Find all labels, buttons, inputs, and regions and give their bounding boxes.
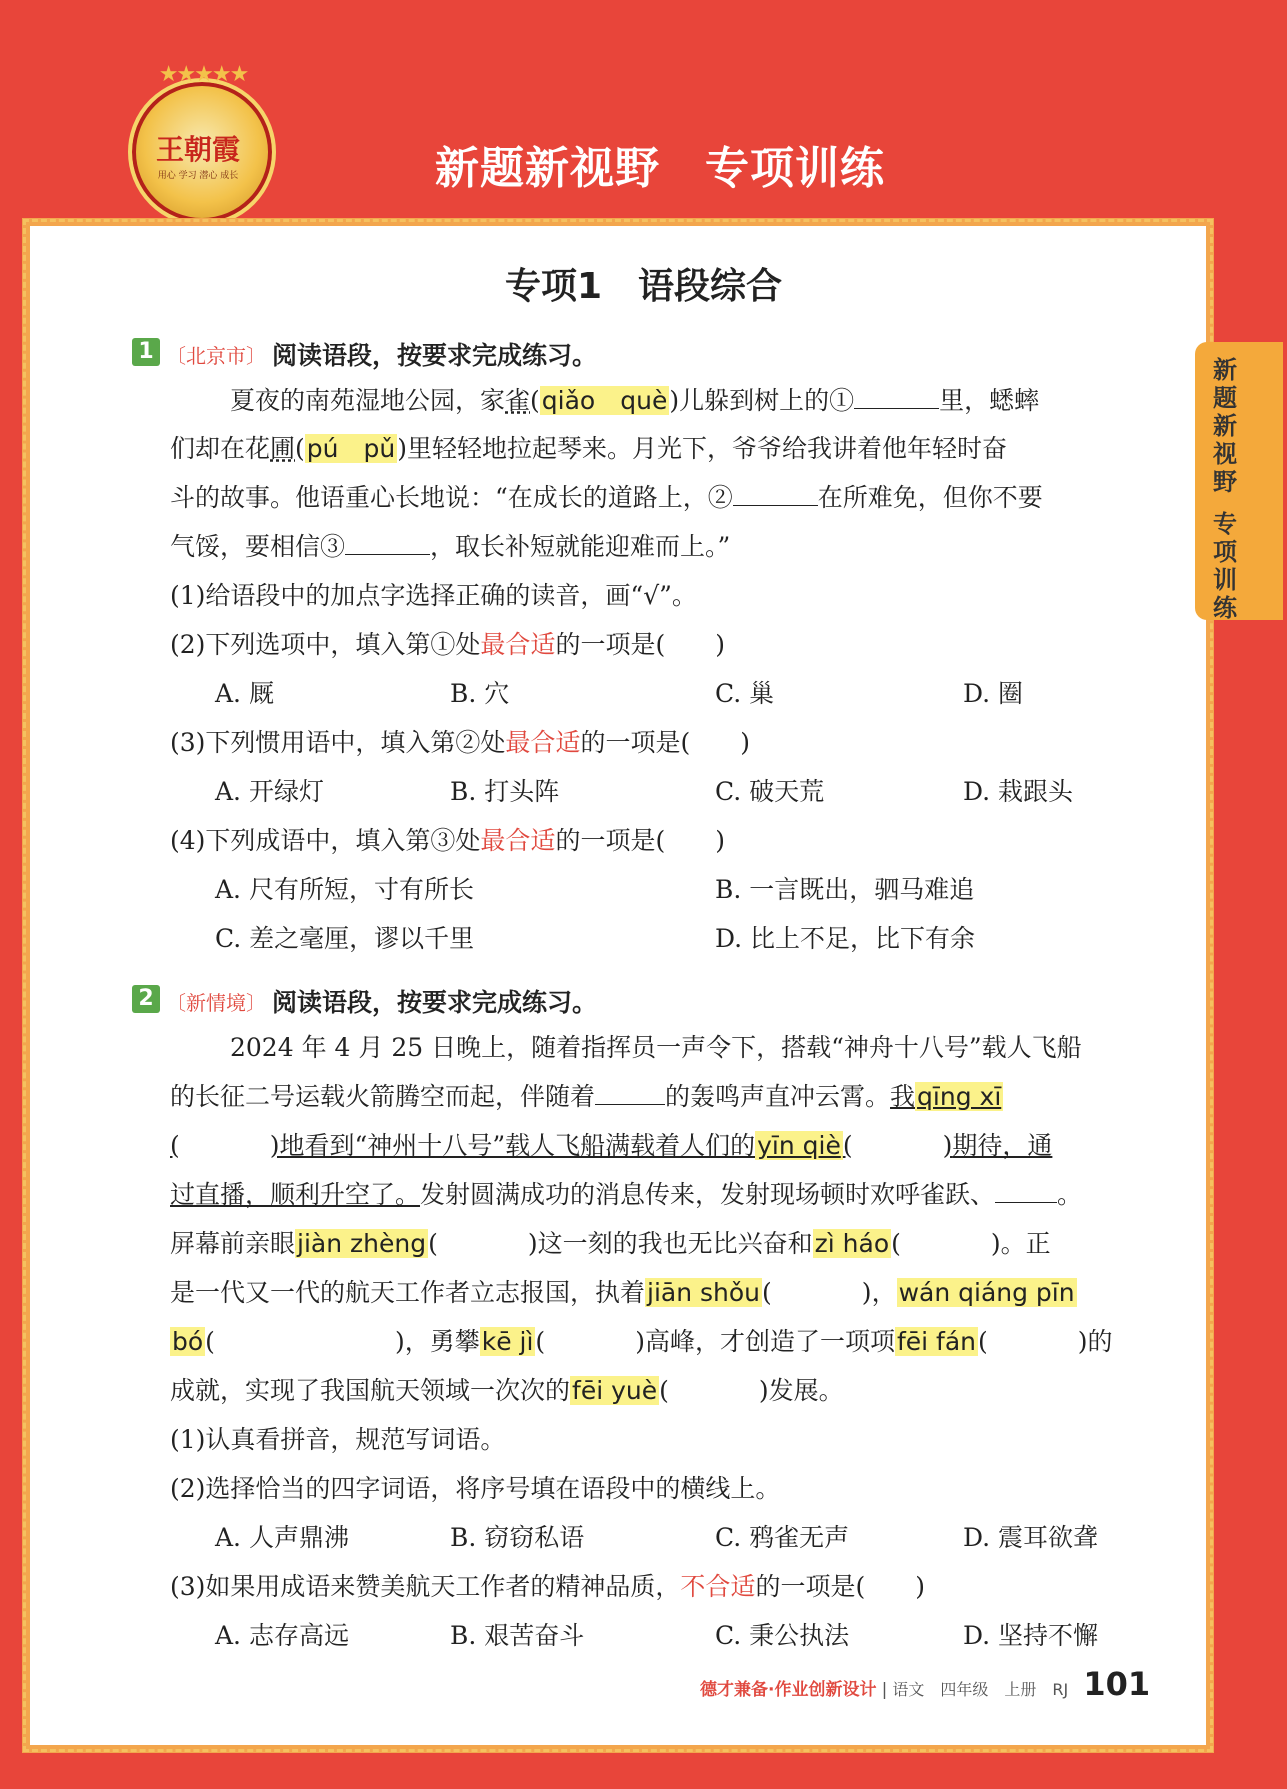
blank-q2-2[interactable] <box>995 1202 1057 1203</box>
q1-3-option-b[interactable]: B. 打头阵 <box>450 777 560 806</box>
page-number: 101 <box>1083 1665 1151 1703</box>
q2-passage-line-3: ( )地看到“神州十八号”载人飞船满载着人们的yīn qiè( )期待，通 <box>170 1131 1053 1160</box>
pinyin-option: pú pǔ <box>306 434 396 463</box>
q2-2-option-d[interactable]: D. 震耳欲聋 <box>963 1523 1099 1552</box>
pinyin-prompt: zì háo <box>814 1229 890 1258</box>
q2-passage-line-1: 2024 年 4 月 25 日晚上，随着指挥员一声令下，搭载“神舟十八号”载人飞船 <box>230 1033 1082 1062</box>
q2-passage-line-7: bó( )，勇攀kē jì( )高峰，才创造了一项项fēi fán( )的 <box>172 1327 1113 1356</box>
q2-3-option-a[interactable]: A. 志存高远 <box>215 1621 349 1650</box>
q2-sub-2: (2)选择恰当的四字词语，将序号填在语段中的横线上。 <box>170 1474 781 1503</box>
page-footer <box>700 1665 1200 1705</box>
question-2-heading: 阅读语段，按要求完成练习。 <box>272 988 598 1017</box>
q2-3-option-d[interactable]: D. 坚持不懈 <box>963 1621 1099 1650</box>
section-title: 专项1 语段综合 <box>504 266 783 307</box>
logo-stars-icon: ★★★★★ <box>158 62 248 87</box>
q1-2-option-b[interactable]: B. 穴 <box>450 679 510 708</box>
q1-sub-2: (2)下列选项中，填入第①处最合适的一项是( ) <box>170 630 725 659</box>
header-title: 新题新视野 专项训练 <box>435 143 885 194</box>
blank-1[interactable] <box>854 408 939 409</box>
q2-passage-line-6: 是一代又一代的航天工作者立志报国，执着jiān shǒu( )，wán qiáng pīn <box>170 1278 1075 1307</box>
q2-passage-line-8: 成就，实现了我国航天领域一次次的fēi yuè( )发展。 <box>170 1376 844 1405</box>
q2-3-option-c[interactable]: C. 秉公执法 <box>715 1621 850 1650</box>
question-2-tag: 〔新情境〕 <box>166 991 266 1015</box>
pinyin-prompt: fēi yuè <box>572 1376 658 1405</box>
footer-subtitle: 语文 四年级 上册 RJ <box>892 1680 1069 1699</box>
q1-4-option-c[interactable]: C. 差之毫厘，谬以千里 <box>215 924 475 953</box>
logo-text: 王朝霞 <box>155 133 240 166</box>
q1-4-option-a[interactable]: A. 尺有所短，寸有所长 <box>215 875 474 904</box>
q1-2-option-a[interactable]: A. 厩 <box>215 679 274 708</box>
footer-brand: 德才兼备·作业创新设计 <box>700 1680 877 1700</box>
q1-passage-line-2: 们却在花圃(pú pǔ)里轻轻地拉起琴来。月光下，爷爷给我讲着他年轻时奋 <box>170 434 1008 463</box>
q1-2-option-d[interactable]: D. 圈 <box>963 679 1024 708</box>
q1-passage-line-1: 夏夜的南苑湿地公园，家雀(qiǎo què)儿躲到树上的① 里，蟋蟀 <box>230 386 1040 415</box>
pinyin-prompt: jiàn zhèng <box>297 1229 427 1258</box>
q1-passage-line-4: 气馁，要相信③ ，取长补短就能迎难而上。” <box>170 532 731 561</box>
side-tab <box>1195 342 1283 620</box>
pinyin-prompt: jiān shǒu <box>647 1278 761 1307</box>
q1-3-option-c[interactable]: C. 破天荒 <box>715 777 825 806</box>
q2-passage-line-4: 过直播，顺利升空了。发射圆满成功的消息传来，发射现场顿时欢呼雀跃、 。 <box>170 1180 1083 1209</box>
q2-passage-line-2: 的长征二号运载火箭腾空而起，伴随着 的轰鸣声直冲云霄。我qīng xī <box>170 1082 1002 1111</box>
pinyin-prompt: fēi fán <box>896 1327 977 1356</box>
pinyin-prompt: bó <box>172 1327 204 1356</box>
pinyin-prompt: qīng xī <box>917 1082 1002 1111</box>
q1-sub-4: (4)下列成语中，填入第③处最合适的一项是( ) <box>170 826 725 855</box>
footer-separator: | <box>881 1680 888 1700</box>
question-1-heading: 阅读语段，按要求完成练习。 <box>272 341 598 370</box>
q1-passage-line-3: 斗的故事。他语重心长地说：“在成长的道路上，② 在所难免，但你不要 <box>170 483 1043 512</box>
pinyin-prompt: kē jì <box>481 1327 534 1356</box>
q2-3-option-b[interactable]: B. 艰苦奋斗 <box>450 1621 585 1650</box>
q1-3-option-a[interactable]: A. 开绿灯 <box>215 777 324 806</box>
blank-3[interactable] <box>345 554 430 555</box>
q1-4-option-d[interactable]: D. 比上不足，比下有余 <box>715 924 976 953</box>
q1-sub-1: (1)给语段中的加点字选择正确的读音，画“√”。 <box>170 581 697 610</box>
pinyin-prompt: yīn qiè <box>757 1131 841 1160</box>
side-tab-part1: 新题新视野 <box>1213 356 1237 496</box>
logo-subtext: 用心 学习 潜心 成长 <box>157 171 239 181</box>
q1-4-option-b[interactable]: B. 一言既出，驷马难追 <box>715 875 975 904</box>
blank-2[interactable] <box>733 505 818 506</box>
side-tab-part2: 专项训练 <box>1213 510 1237 622</box>
q2-2-option-a[interactable]: A. 人声鼎沸 <box>215 1523 349 1552</box>
dotted-char: 圃 <box>270 434 296 463</box>
q1-3-option-d[interactable]: D. 栽跟头 <box>963 777 1074 806</box>
blank-q2-1[interactable] <box>595 1104 665 1105</box>
pinyin-prompt: wán qiáng pīn <box>898 1278 1075 1307</box>
pinyin-option: qiǎo què <box>541 386 668 415</box>
q1-sub-3: (3)下列惯用语中，填入第②处最合适的一项是( ) <box>170 728 750 757</box>
q2-passage-line-5: 屏幕前亲眼jiàn zhèng( )这一刻的我也无比兴奋和zì háo( )。正 <box>170 1229 1051 1258</box>
page-header <box>0 0 1287 215</box>
q2-2-option-c[interactable]: C. 鸦雀无声 <box>715 1523 850 1552</box>
q2-sub-1: (1)认真看拼音，规范写词语。 <box>170 1425 506 1454</box>
dotted-char: 雀 <box>505 386 531 415</box>
q2-sub-3: (3)如果用成语来赞美航天工作者的精神品质，不合适的一项是( ) <box>170 1572 925 1601</box>
q1-2-option-c[interactable]: C. 巢 <box>715 679 775 708</box>
question-number-2: 2 <box>132 985 160 1013</box>
q2-2-option-b[interactable]: B. 窃窃私语 <box>450 1523 585 1552</box>
question-number-1: 1 <box>132 338 160 366</box>
question-1-tag: 〔北京市〕 <box>166 344 266 368</box>
